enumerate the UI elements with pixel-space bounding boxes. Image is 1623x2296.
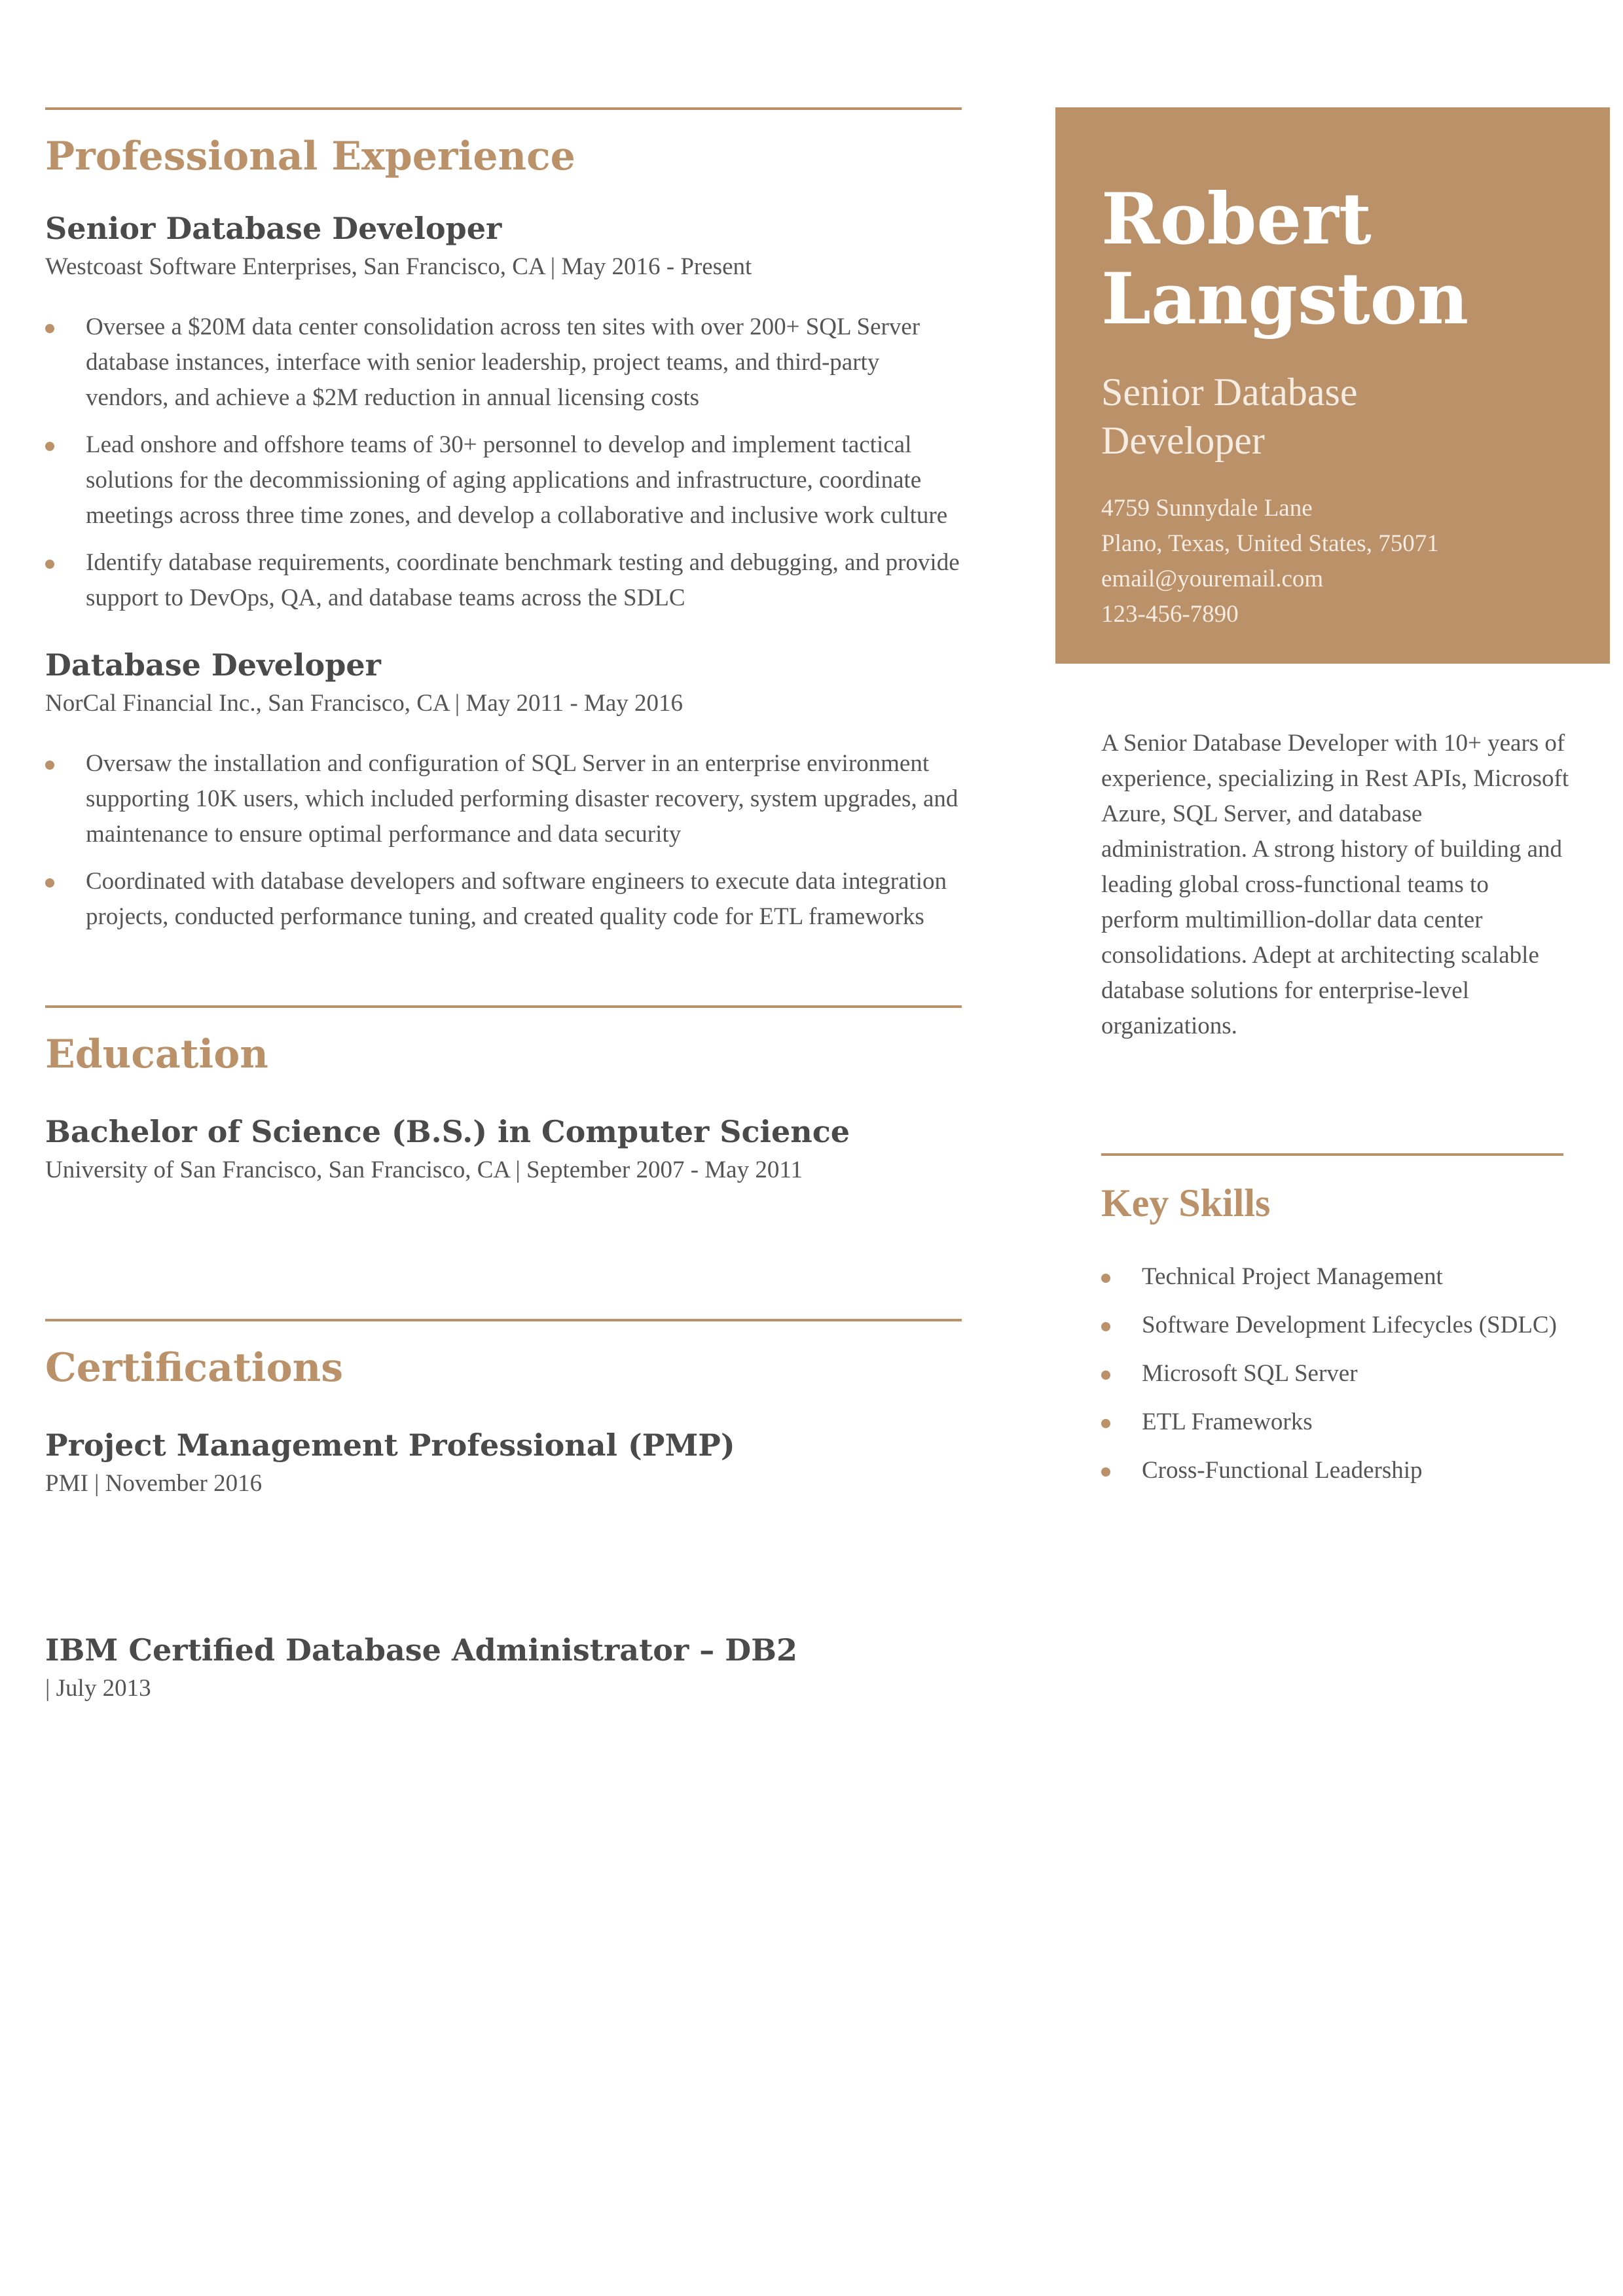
job-meta: Westcoast Software Enterprises, San Francisco, CA | May 2016 - Present — [45, 253, 752, 280]
education-heading: Education — [45, 1031, 268, 1077]
left-column — [45, 107, 962, 1702]
skills-divider — [1101, 1153, 1563, 1156]
job-bullet: Oversee a $20M data center consolidation across ten sites with over 200+ SQL Server database instances, interface with senior leadership, project teams, and third-party vendors, and achieve a $2M reduction in annual licensing costs — [45, 310, 962, 416]
contact-info — [1101, 491, 1564, 632]
phone-number: 123-456-7890 — [1101, 601, 1239, 628]
certification-meta: PMI | November 2016 — [45, 1470, 263, 1497]
bullet-icon — [45, 878, 54, 888]
address-line-1: 4759 Sunnydale Lane — [1101, 495, 1313, 522]
skill-item: Microsoft SQL Server — [1101, 1356, 1573, 1391]
certification-title: Project Management Professional (PMP) — [45, 1427, 735, 1463]
job-title: Senior Database Developer — [45, 211, 502, 246]
bullet-icon — [1101, 1371, 1110, 1380]
skill-item: ETL Frameworks — [1101, 1405, 1573, 1440]
certifications-heading: Certifications — [45, 1345, 344, 1391]
certifications-divider — [45, 1319, 962, 1321]
skills-list — [1101, 1259, 1573, 1501]
bullet-icon — [1101, 1322, 1110, 1331]
first-name: Robert — [1101, 178, 1372, 260]
candidate-name — [1101, 179, 1564, 339]
bullet-icon — [1101, 1419, 1110, 1428]
certification-title: IBM Certified Database Administrator – DB2 — [45, 1632, 798, 1668]
skill-item: Software Development Lifecycles (SDLC) — [1101, 1308, 1573, 1343]
bullet-icon — [45, 442, 54, 451]
bullet-icon — [1101, 1274, 1110, 1283]
job-bullets — [45, 746, 962, 935]
profile-summary: A Senior Database Developer with 10+ years of experience, specializing in Rest APIs, Microsoft Azure, SQL Server, and database administration. A strong history of building and leading global cross-functional teams to perform multimillion-dollar data center consolidations. Adept at architecting scalable database solutions for enterprise-level organizations. — [1101, 730, 1569, 1039]
education-meta: University of San Francisco, San Francisco, CA | September 2007 - May 2011 — [45, 1157, 803, 1183]
experience-divider — [45, 107, 962, 110]
job-meta: NorCal Financial Inc., San Francisco, CA | May 2011 - May 2016 — [45, 690, 684, 717]
job-bullet: Oversaw the installation and configuration of SQL Server in an enterprise environment supporting 10K users, which included performing disaster recovery, system upgrades, and maintenance to ensure optimal performance and data security — [45, 746, 962, 852]
degree-title: Bachelor of Science (B.S.) in Computer Science — [45, 1114, 850, 1149]
job-bullets — [45, 310, 962, 616]
bullet-icon — [45, 761, 54, 770]
job-entry — [45, 647, 962, 935]
job-bullet: Lead onshore and offshore teams of 30+ personnel to develop and implement tactical solutions for the decommissioning of aging applications and infrastructure, coordinate meetings across three time zones, and develop a collaborative and inclusive work culture — [45, 427, 962, 533]
bullet-icon — [45, 560, 54, 569]
address-line-2: Plano, Texas, United States, 75071 — [1101, 530, 1439, 557]
job-entry — [45, 211, 962, 616]
job-title: Database Developer — [45, 647, 381, 683]
job-bullet: Coordinated with database developers and software engineers to execute data integration projects, conducted performance tuning, and created quality code for ETL frameworks — [45, 864, 962, 935]
email-link[interactable]: email@youremail.com — [1101, 565, 1324, 592]
certification-meta: | July 2013 — [45, 1675, 151, 1702]
job-bullet: Identify database requirements, coordinate benchmark testing and debugging, and provide support to DevOps, QA, and database teams across the SDLC — [45, 545, 962, 616]
bullet-icon — [45, 324, 54, 333]
bullet-icon — [1101, 1467, 1110, 1477]
education-divider — [45, 1005, 962, 1008]
skills-heading: Key Skills — [1101, 1181, 1271, 1225]
candidate-title: Senior Database Developer — [1101, 370, 1358, 462]
last-name: Langston — [1101, 258, 1469, 340]
experience-heading: Professional Experience — [45, 134, 575, 179]
skill-item: Cross-Functional Leadership — [1101, 1453, 1573, 1488]
skill-item: Technical Project Management — [1101, 1259, 1573, 1295]
name-header-box — [1055, 107, 1610, 664]
